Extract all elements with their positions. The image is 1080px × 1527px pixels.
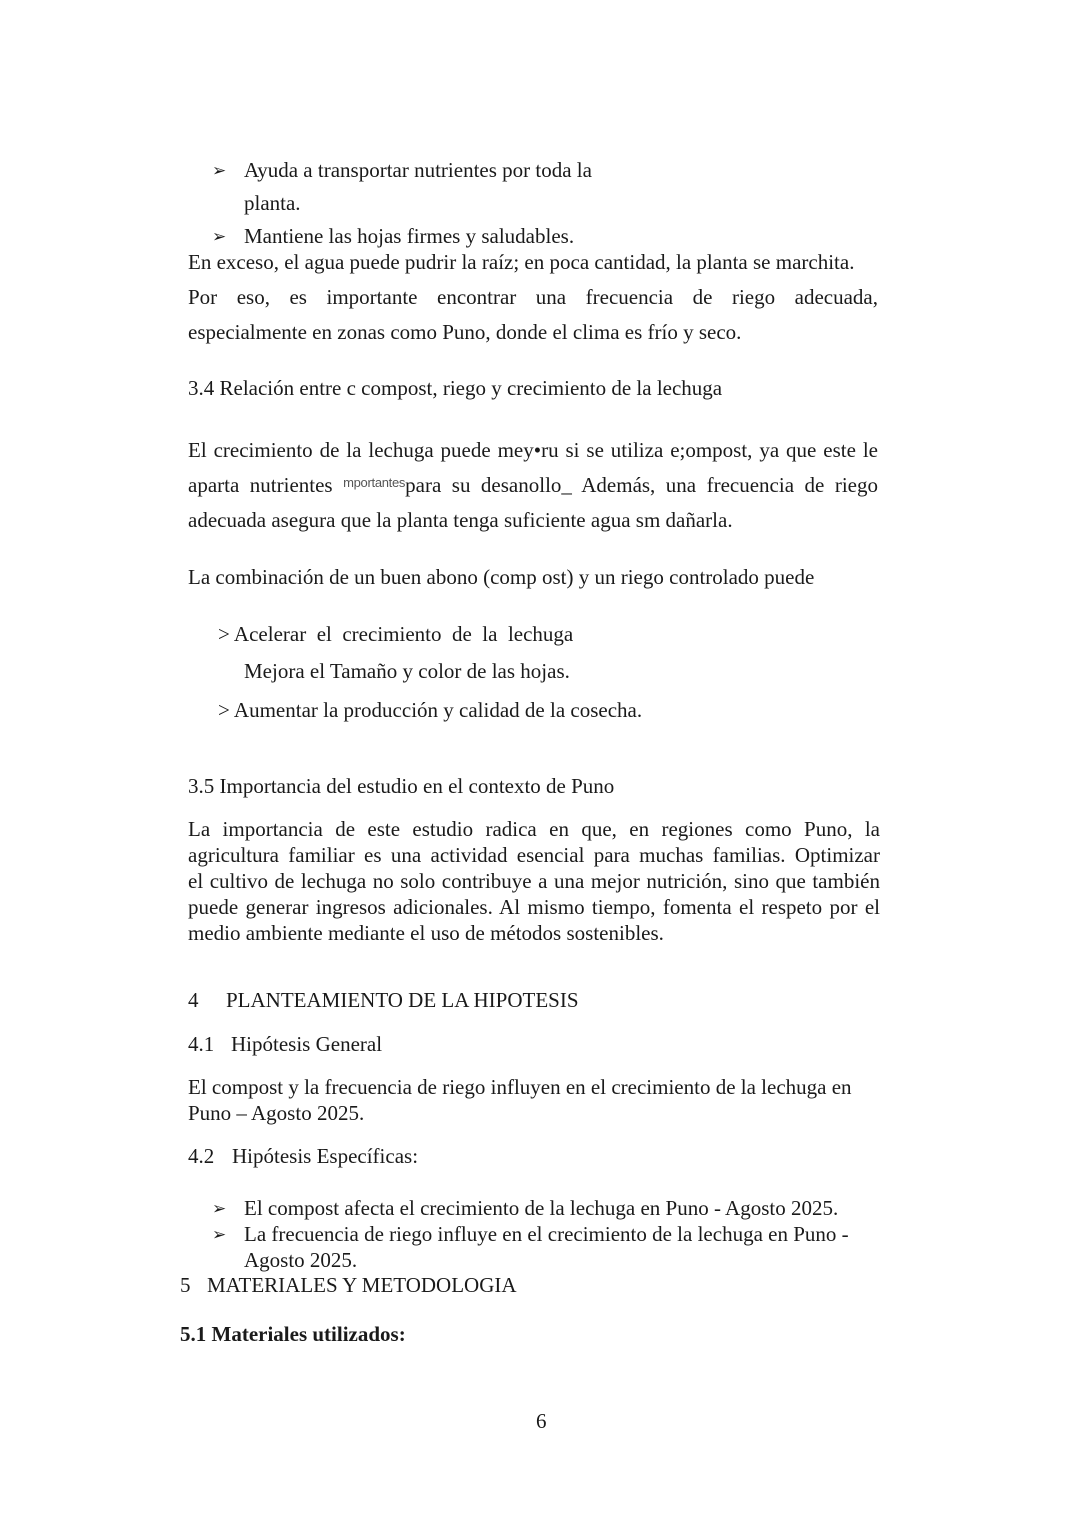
section-heading: 3.5 Importancia del estudio en el contexto de Puno xyxy=(188,774,615,798)
bullet-text: Ayuda a transportar nutrientes por toda la xyxy=(244,158,592,182)
arrowhead-bullet-icon: ➢ xyxy=(212,227,227,247)
bullet-text: El compost afecta el crecimiento de la lechuga en Puno - Agosto 2025. xyxy=(244,1196,839,1220)
arrowhead-bullet-icon: ➢ xyxy=(212,1225,227,1245)
list-item: > Acelerar el crecimiento de la lechuga xyxy=(218,622,574,646)
list-item: Mejora el Tamaño y color de las hojas. xyxy=(244,659,570,683)
subsection-heading: Hipótesis Específicas: xyxy=(232,1144,419,1168)
list-item: > Aumentar la producción y calidad de la cosecha. xyxy=(218,698,643,722)
bullet-text-continuation: Agosto 2025. xyxy=(244,1248,358,1272)
arrowhead-bullet-icon: ➢ xyxy=(212,161,227,181)
paragraph xyxy=(188,816,880,946)
paragraph-line: agricultura familiar es una actividad esencial para muchas familias. Optimizar xyxy=(188,843,880,867)
paragraph-line: En exceso, el agua puede pudrir la raíz; en poca cantidad, la planta se marchita. xyxy=(188,250,855,274)
paragraph-line xyxy=(188,473,878,498)
paragraph-line: Puno – Agosto 2025. xyxy=(188,1101,365,1125)
paragraph-line: Por eso, es importante encontrar una frecuencia de riego adecuada, xyxy=(188,285,878,309)
paragraph-line: puede generar ingresos adicionales. Al mismo tiempo, fomenta el respeto por el xyxy=(188,895,880,919)
bullet-item xyxy=(212,1222,849,1247)
bullet-item xyxy=(212,1196,838,1221)
section-heading: PLANTEAMIENTO DE LA HIPOTESIS xyxy=(226,988,579,1012)
paragraph-line: medio ambiente mediante el uso de métodos sostenibles. xyxy=(188,921,664,945)
pasted-word-image: mportantes xyxy=(343,475,406,490)
text-fragment: aparta nutrientes xyxy=(188,473,344,497)
subsection-number: 4.2 xyxy=(188,1144,215,1168)
paragraph-line: El compost y la frecuencia de riego influyen en el crecimiento de la lechuga en xyxy=(188,1075,852,1099)
bullet-text-continuation: planta. xyxy=(244,191,301,215)
section-heading: 3.4 Relación entre c compost, riego y crecimiento de la lechuga xyxy=(188,376,723,400)
section-number: 4 xyxy=(188,988,199,1012)
paragraph-line: especialmente en zonas como Puno, donde el clima es frío y seco. xyxy=(188,320,742,344)
paragraph-line: La combinación de un buen abono (comp ost) y un riego controlado puede xyxy=(188,565,815,589)
subsection-heading-bold: 5.1 Materiales utilizados: xyxy=(180,1322,406,1346)
paragraph-line: adecuada asegura que la planta tenga suficiente agua sm dañarla. xyxy=(188,508,733,532)
paragraph-line: El crecimiento de la lechuga puede mey•ru si se utiliza e;ompost, ya que este le xyxy=(188,438,878,462)
arrowhead-bullet-icon: ➢ xyxy=(212,1199,227,1219)
text-fragment: para su desanollo_ Además, una frecuencia de riego xyxy=(405,473,878,497)
paragraph-line: el cultivo de lechuga no solo contribuye a una mejor nutrición, sino que también xyxy=(188,869,880,893)
subsection-number: 4.1 xyxy=(188,1032,215,1056)
bullet-text: Mantiene las hojas firmes y saludables. xyxy=(244,224,575,248)
bullet-item xyxy=(212,158,592,183)
paragraph-line: La importancia de este estudio radica en que, en regiones como Puno, la xyxy=(188,817,880,841)
bullet-text: La frecuencia de riego influye en el crecimiento de la lechuga en Puno - xyxy=(244,1222,849,1246)
bullet-item xyxy=(212,224,574,249)
section-heading: MATERIALES Y METODOLOGIA xyxy=(207,1273,517,1297)
subsection-heading: Hipótesis General xyxy=(231,1032,383,1056)
section-number: 5 xyxy=(180,1273,191,1297)
page-number: 6 xyxy=(536,1409,547,1433)
